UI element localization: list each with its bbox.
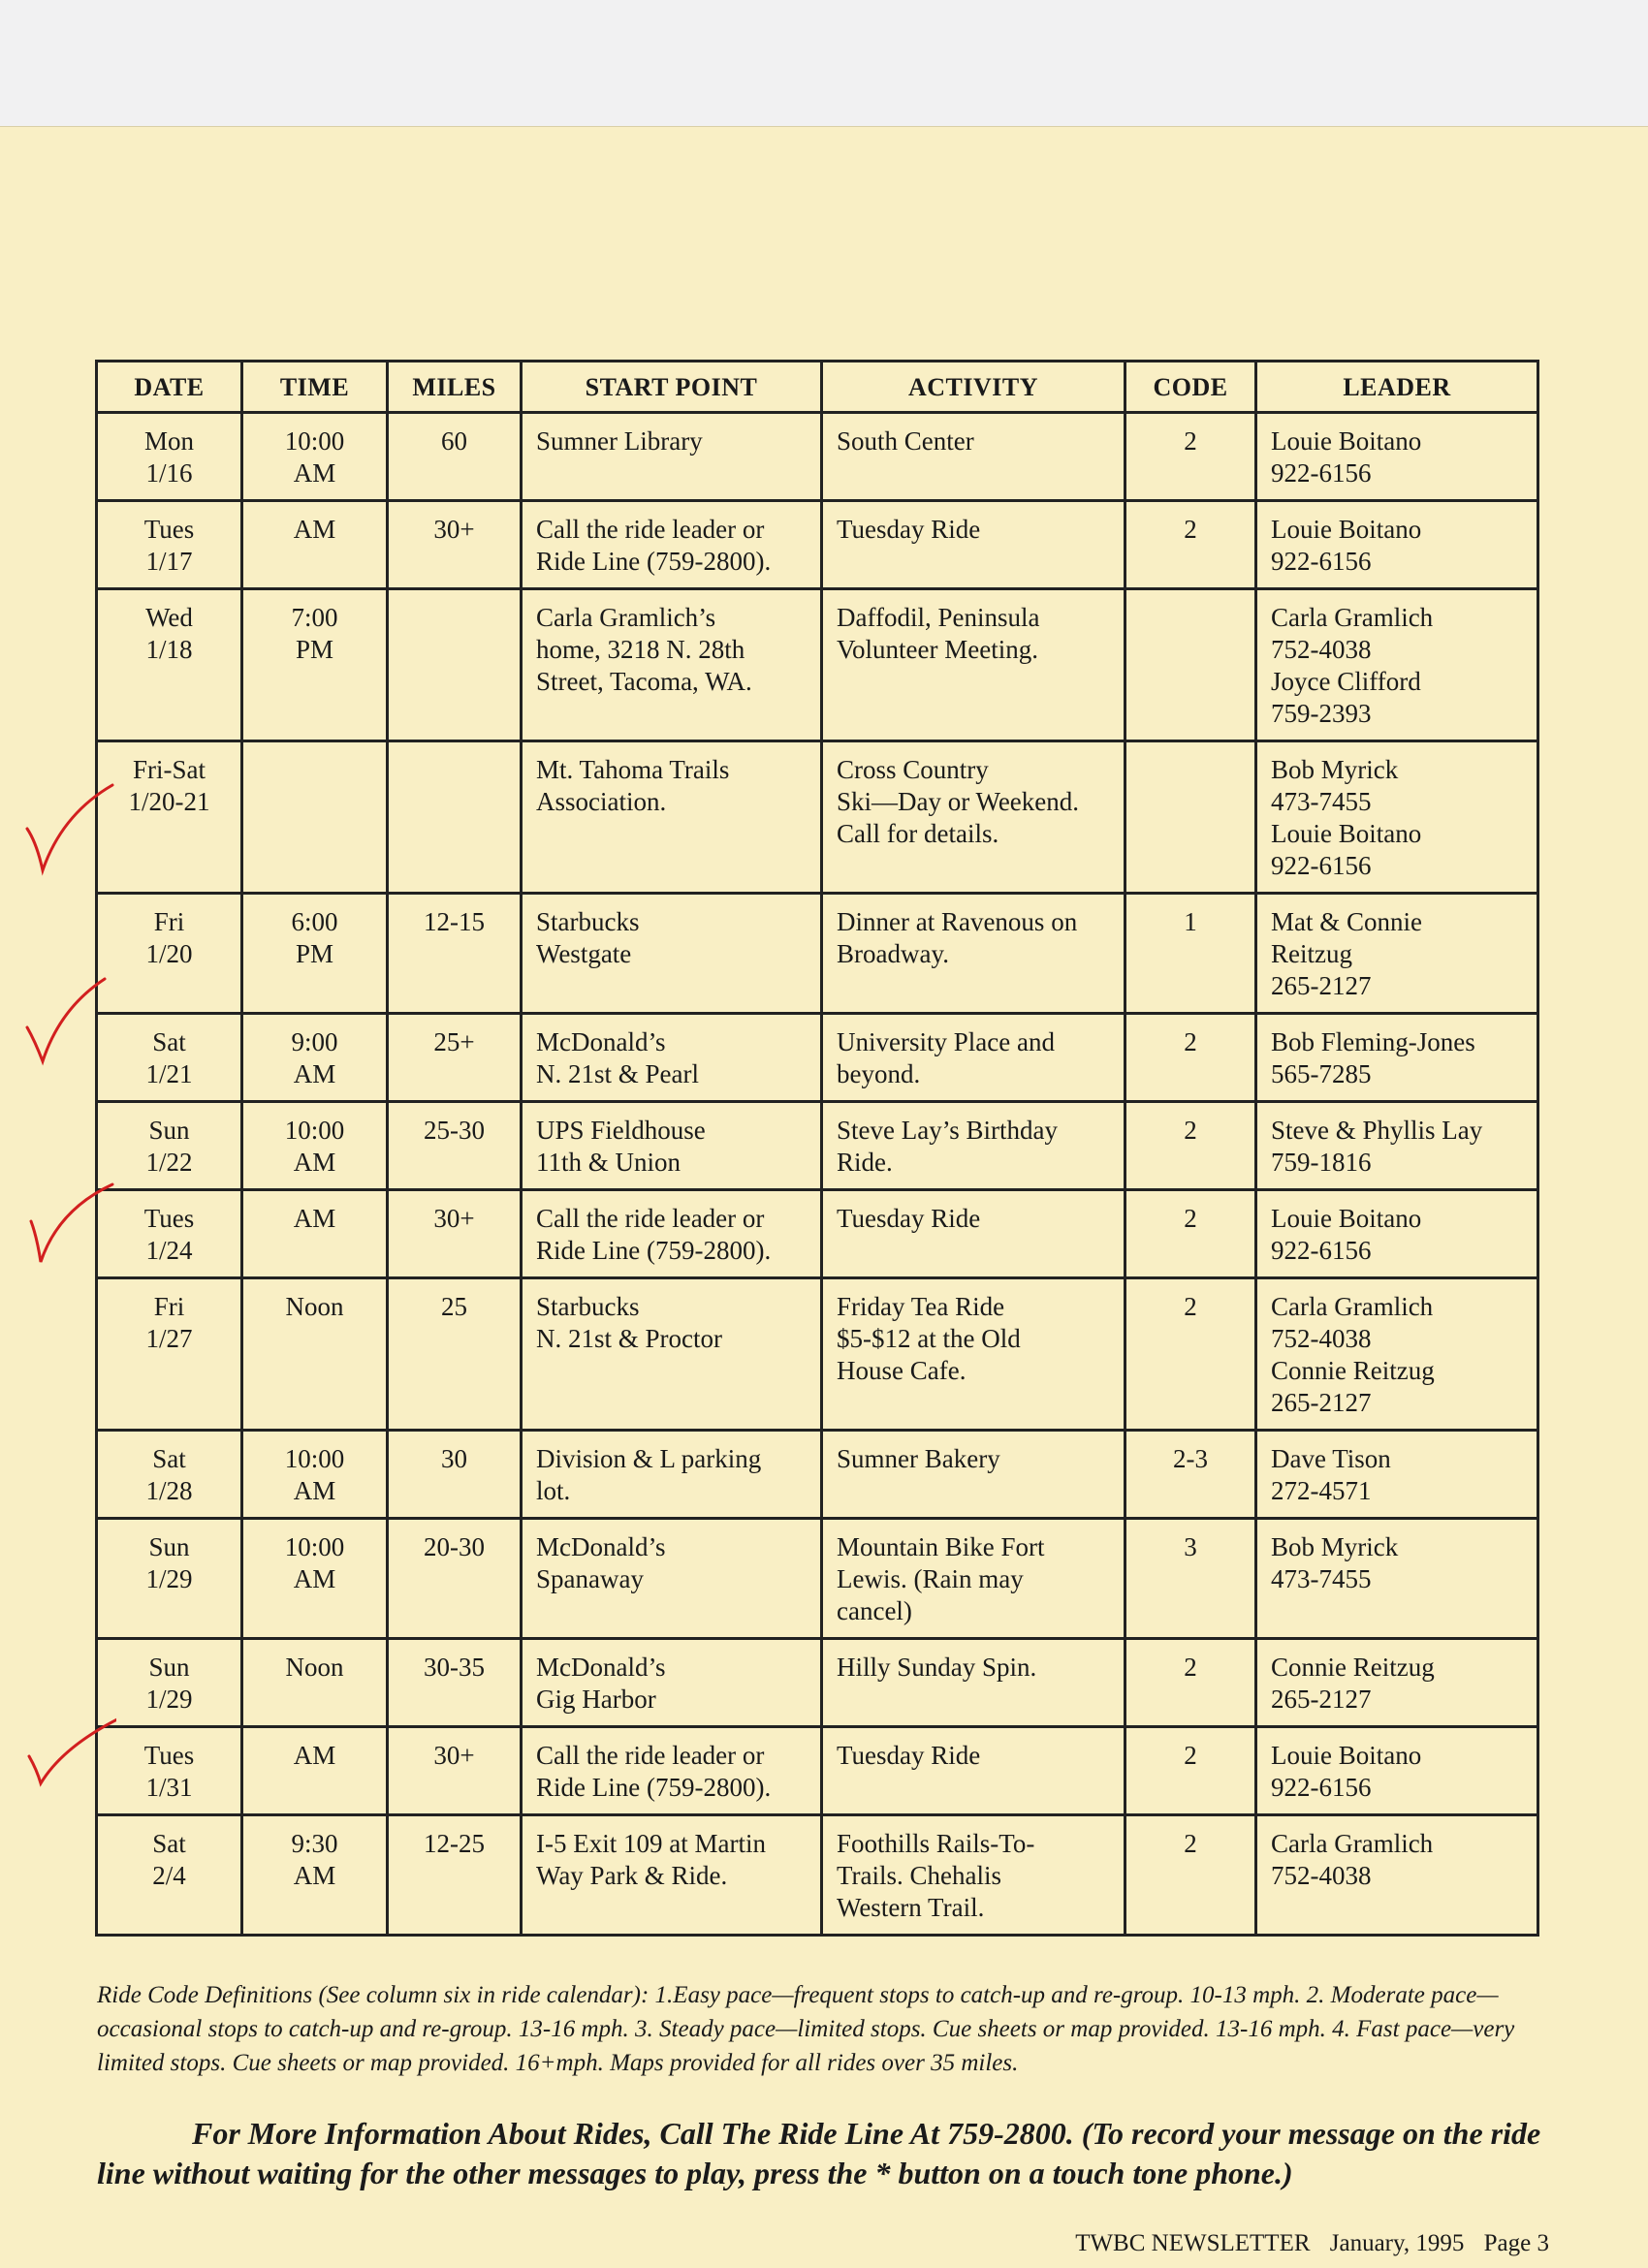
cell-leader [1256,741,1538,894]
cell-leader-line: 272-4571 [1271,1476,1372,1505]
cell-code [1125,1190,1256,1278]
cell-start-point [522,1639,822,1727]
cell-leader-line: Louie Boitano [1271,1204,1422,1233]
header-date: DATE [97,362,242,413]
cell-time-line: 10:00 [284,1444,345,1473]
cell-activity [822,1102,1125,1190]
cell-start-point-line: Carla Gramlich’s [536,603,716,632]
cell-leader-line: 759-2393 [1271,699,1372,728]
ride-calendar-table [95,360,1539,1937]
cell-activity-line: Ride. [837,1148,893,1177]
cell-start-point-line: Way Park & Ride. [536,1861,728,1890]
cell-code [1125,1102,1256,1190]
cell-date-line: 1/29 [145,1685,193,1714]
cell-time [242,589,388,741]
cell-activity [822,1014,1125,1102]
cell-activity-line: Mountain Bike Fort [837,1532,1045,1561]
cell-miles-line: 30+ [433,1741,475,1770]
cell-miles-line: 20-30 [424,1532,485,1561]
cell-start-point-line: Starbucks [536,907,640,936]
cell-activity-line: Tuesday Ride [837,515,981,544]
cell-code-line: 2 [1184,515,1197,544]
cell-start-point-line: Call the ride leader or [536,1204,765,1233]
cell-start-point [522,894,822,1014]
cell-leader [1256,1431,1538,1519]
cell-activity [822,501,1125,589]
cell-start-point-line: Mt. Tahoma Trails [536,755,730,784]
ride-line-callout-text: For More Information About Rides, Call The Ride Line At 759-2800. (To record your message on the ride line without waiting for the other messages to play, press the * button on a touch tone phone.) [97,2116,1541,2190]
ride-rows [97,413,1538,1936]
table-row [97,1727,1538,1815]
cell-start-point-line: McDonald’s [536,1027,666,1056]
footer-page-number: Page 3 [1483,2230,1549,2256]
cell-activity [822,1278,1125,1431]
cell-activity-line: Sumner Bakery [837,1444,1000,1473]
cell-activity [822,413,1125,501]
cell-date [97,1815,242,1936]
cell-code [1125,894,1256,1014]
cell-date-line: 1/24 [145,1236,193,1265]
checkmark-icon [19,1686,116,1793]
cell-activity [822,1639,1125,1727]
cell-time [242,1815,388,1936]
cell-start-point-line: Call the ride leader or [536,515,765,544]
cell-leader [1256,1278,1538,1431]
cell-code-line: 2 [1184,1653,1197,1682]
header-time: TIME [242,362,388,413]
cell-date [97,413,242,501]
cell-start-point-line: UPS Fieldhouse [536,1116,706,1145]
cell-time-line: AM [293,458,336,488]
cell-activity [822,1815,1125,1936]
cell-time-line: PM [295,939,334,968]
cell-date-line: Tues [143,1741,195,1770]
cell-activity [822,589,1125,741]
cell-leader-line: Bob Myrick [1271,1532,1399,1561]
cell-leader-line: Steve & Phyllis Lay [1271,1116,1483,1145]
cell-date-line: 1/31 [145,1773,193,1802]
cell-leader-line: 265-2127 [1271,1388,1372,1417]
cell-leader-line: 265-2127 [1271,1685,1372,1714]
cell-time [242,1190,388,1278]
cell-leader [1256,1014,1538,1102]
cell-code [1125,1519,1256,1639]
cell-time-line: Noon [285,1292,344,1321]
cell-leader-line: Louie Boitano [1271,515,1422,544]
cell-miles-line: 30-35 [424,1653,485,1682]
table-row [97,1190,1538,1278]
cell-time-line: AM [293,1204,336,1233]
cell-date-line: Fri [153,1292,185,1321]
cell-start-point-line: Association. [536,787,667,816]
cell-activity [822,1727,1125,1815]
cell-date [97,741,242,894]
cell-start-point [522,1519,822,1639]
cell-activity-line: Cross Country [837,755,989,784]
cell-date-line: 1/27 [145,1324,193,1353]
cell-time-line: 10:00 [284,1532,345,1561]
cell-activity-line: University Place and [837,1027,1055,1056]
cell-leader-line: Connie Reitzug [1271,1356,1435,1385]
cell-start-point-line: N. 21st & Proctor [536,1324,722,1353]
cell-miles [388,894,522,1014]
cell-leader-line: 752-4038 [1271,635,1372,664]
cell-start-point-line: home, 3218 N. 28th [536,635,745,664]
cell-date-line: Mon [143,426,194,456]
cell-miles [388,413,522,501]
cell-leader [1256,1639,1538,1727]
cell-date-line: Tues [143,1204,195,1233]
cell-leader [1256,413,1538,501]
table-row [97,413,1538,501]
cell-date-line: Sat [152,1829,186,1858]
cell-start-point-line: 11th & Union [536,1148,681,1177]
cell-code [1125,589,1256,741]
cell-time [242,1278,388,1431]
cell-miles-line: 30+ [433,515,475,544]
header-start-point: START POINT [522,362,822,413]
cell-time-line: AM [293,515,336,544]
cell-start-point-line: Street, Tacoma, WA. [536,667,752,696]
cell-leader [1256,589,1538,741]
cell-activity [822,741,1125,894]
cell-date-line: Sat [152,1027,186,1056]
cell-activity-line: beyond. [837,1059,921,1088]
cell-leader-line: 473-7455 [1271,787,1372,816]
cell-leader-line: 922-6156 [1271,458,1372,488]
cell-activity [822,1519,1125,1639]
cell-start-point [522,501,822,589]
cell-activity-line: South Center [837,426,974,456]
cell-date-line: 1/17 [145,547,193,576]
cell-code-line: 2 [1184,426,1197,456]
cell-leader-line: 473-7455 [1271,1564,1372,1593]
cell-miles-line: 30 [441,1444,467,1473]
cell-code-line: 3 [1184,1532,1197,1561]
cell-leader-line: 759-1816 [1271,1148,1372,1177]
cell-date [97,501,242,589]
header-leader: LEADER [1256,362,1538,413]
cell-miles-line: 25 [441,1292,467,1321]
cell-date-line: 1/28 [145,1476,193,1505]
cell-date-line: 1/29 [145,1564,193,1593]
table-row [97,501,1538,589]
cell-leader-line: Mat & Connie [1271,907,1422,936]
cell-code-line: 2 [1184,1741,1197,1770]
cell-leader [1256,501,1538,589]
cell-miles [388,1102,522,1190]
cell-miles-line: 12-25 [424,1829,485,1858]
cell-code-line: 2 [1184,1829,1197,1858]
cell-date-line: Sat [152,1444,186,1473]
table-row [97,1519,1538,1639]
cell-activity-line: Foothills Rails-To- [837,1829,1035,1858]
table-row [97,1278,1538,1431]
cell-leader-line: Dave Tison [1271,1444,1391,1473]
checkmark-icon [19,1173,116,1279]
table-row [97,1102,1538,1190]
cell-miles [388,1519,522,1639]
cell-time-line: 6:00 [291,907,338,936]
cell-leader-line: 752-4038 [1271,1324,1372,1353]
cell-time-line: 7:00 [291,603,338,632]
checkmark-icon [19,969,116,1076]
cell-date [97,1102,242,1190]
cell-time-line: Noon [285,1653,344,1682]
newsletter-page [0,126,1648,2268]
cell-leader [1256,1102,1538,1190]
cell-start-point [522,1278,822,1431]
cell-leader [1256,1190,1538,1278]
cell-date-line: 1/16 [145,458,193,488]
cell-start-point-line: Ride Line (759-2800). [536,1773,772,1802]
table-row [97,1639,1538,1727]
cell-activity-line: Hilly Sunday Spin. [837,1653,1037,1682]
cell-time-line: PM [295,635,334,664]
cell-date [97,1639,242,1727]
cell-time-line: AM [293,1476,336,1505]
cell-activity-line: Western Trail. [837,1893,985,1922]
cell-start-point-line: Gig Harbor [536,1685,656,1714]
cell-miles [388,1014,522,1102]
cell-date-line: Tues [143,515,195,544]
cell-code [1125,1639,1256,1727]
cell-start-point [522,1431,822,1519]
cell-time-line: 10:00 [284,1116,345,1145]
cell-code-line: 2 [1184,1027,1197,1056]
cell-start-point-line: McDonald’s [536,1532,666,1561]
cell-miles-line: 12-15 [424,907,485,936]
cell-start-point [522,1102,822,1190]
cell-start-point-line: Westgate [536,939,632,968]
cell-start-point-line: I-5 Exit 109 at Martin [536,1829,766,1858]
cell-leader-line: Louie Boitano [1271,426,1422,456]
cell-leader-line: Louie Boitano [1271,1741,1422,1770]
cell-leader-line: Connie Reitzug [1271,1653,1435,1682]
cell-time-line: 9:00 [291,1027,338,1056]
cell-activity-line: Steve Lay’s Birthday [837,1116,1058,1145]
cell-time [242,1102,388,1190]
header-activity: ACTIVITY [822,362,1125,413]
cell-leader-line: 922-6156 [1271,1773,1372,1802]
cell-miles [388,501,522,589]
ride-line-callout [97,2114,1570,2193]
cell-activity-line: Call for details. [837,819,999,848]
table-header-row [97,362,1538,413]
cell-start-point-line: N. 21st & Pearl [536,1059,699,1088]
cell-code [1125,501,1256,589]
cell-leader-line: Joyce Clifford [1271,667,1421,696]
cell-activity-line: $5-$12 at the Old [837,1324,1021,1353]
cell-code [1125,741,1256,894]
footer-publication: TWBC NEWSLETTER [1075,2230,1311,2256]
ride-code-definitions: Ride Code Definitions (See column six in ride calendar): 1.Easy pace—frequent stops to catch-up and re-group. 10-13 mph. 2. Moderate pace—occasional stops to catch-up and re-group. 13-16 mph. 3. Steady pace—limited stops. Cue sheets or map provided. 13-16 mph. 4. Fast pace—very limited stops. Cue sheets or map provided. 16+mph. Maps provided for all rides over 35 miles. [97,1982,1515,2076]
cell-code [1125,413,1256,501]
cell-time [242,1727,388,1815]
cell-start-point-line: Sumner Library [536,426,703,456]
table-row [97,741,1538,894]
cell-start-point [522,1014,822,1102]
cell-leader-line: Bob Fleming-Jones [1271,1027,1475,1056]
table-row [97,1815,1538,1936]
cell-time-line: AM [293,1741,336,1770]
cell-date-line: 1/22 [145,1148,193,1177]
cell-start-point-line: Ride Line (759-2800). [536,1236,772,1265]
cell-date [97,1014,242,1102]
cell-start-point [522,1727,822,1815]
cell-start-point [522,589,822,741]
cell-time [242,1519,388,1639]
cell-activity-line: Ski—Day or Weekend. [837,787,1080,816]
cell-activity-line: Tuesday Ride [837,1204,981,1233]
cell-date [97,1431,242,1519]
cell-date-line: 1/20 [145,939,193,968]
cell-activity-line: Dinner at Ravenous on [837,907,1078,936]
cell-time [242,501,388,589]
cell-start-point-line: Call the ride leader or [536,1741,765,1770]
cell-start-point-line: Ride Line (759-2800). [536,547,772,576]
cell-leader-line: 265-2127 [1271,971,1372,1000]
cell-leader-line: Carla Gramlich [1271,603,1434,632]
table-row [97,1014,1538,1102]
cell-date-line: Fri-Sat [132,755,206,784]
cell-start-point [522,741,822,894]
cell-activity-line: Volunteer Meeting. [837,635,1038,664]
cell-leader-line: Carla Gramlich [1271,1292,1434,1321]
cell-code-line: 2-3 [1173,1444,1208,1473]
cell-start-point-line: lot. [536,1476,571,1505]
cell-time [242,413,388,501]
cell-leader [1256,1519,1538,1639]
cell-miles-line: 25-30 [424,1116,485,1145]
cell-date [97,1727,242,1815]
cell-activity-line: Trails. Chehalis [837,1861,1002,1890]
cell-date [97,1278,242,1431]
page-footer [1062,2230,1549,2257]
cell-activity [822,1190,1125,1278]
cell-time-line: 10:00 [284,426,345,456]
cell-leader-line: 565-7285 [1271,1059,1372,1088]
cell-time-line: AM [293,1861,336,1890]
cell-activity-line: Lewis. (Rain may [837,1564,1024,1593]
cell-leader-line: Carla Gramlich [1271,1829,1434,1858]
cell-date [97,589,242,741]
table-row [97,894,1538,1014]
cell-code [1125,1815,1256,1936]
cell-time [242,741,388,894]
cell-miles [388,1815,522,1936]
footer-date: January, 1995 [1329,2230,1465,2256]
cell-time [242,1014,388,1102]
header-code: CODE [1125,362,1256,413]
cell-leader-line: Bob Myrick [1271,755,1399,784]
cell-code-line: 2 [1184,1292,1197,1321]
cell-time-line: AM [293,1148,336,1177]
cell-start-point-line: Spanaway [536,1564,644,1593]
cell-start-point [522,1815,822,1936]
cell-activity-line: Tuesday Ride [837,1741,981,1770]
cell-leader [1256,1815,1538,1936]
cell-activity [822,894,1125,1014]
cell-activity-line: Daffodil, Peninsula [837,603,1040,632]
cell-code-line: 1 [1184,907,1197,936]
cell-start-point-line: Division & L parking [536,1444,762,1473]
cell-activity-line: Friday Tea Ride [837,1292,1005,1321]
cell-code-line: 2 [1184,1116,1197,1145]
cell-start-point [522,1190,822,1278]
cell-leader-line: 752-4038 [1271,1861,1372,1890]
cell-leader-line: 922-6156 [1271,851,1372,880]
cell-activity-line: cancel) [837,1596,912,1625]
cell-date [97,1190,242,1278]
cell-date-line: 2/4 [152,1861,186,1890]
cell-date [97,1519,242,1639]
table-row [97,589,1538,741]
cell-leader-line: Reitzug [1271,939,1352,968]
cell-date-line: Wed [145,603,193,632]
cell-date-line: 1/18 [145,635,193,664]
cell-miles [388,1278,522,1431]
cell-start-point [522,413,822,501]
cell-date-line: Sun [148,1653,190,1682]
cell-miles-line: 25+ [433,1027,475,1056]
cell-leader-line: 922-6156 [1271,1236,1372,1265]
cell-leader [1256,1727,1538,1815]
cell-time [242,1431,388,1519]
cell-time-line: 9:30 [291,1829,338,1858]
cell-miles [388,1190,522,1278]
cell-date-line: 1/20-21 [128,787,210,816]
cell-leader-line: 922-6156 [1271,547,1372,576]
cell-activity [822,1431,1125,1519]
cell-code [1125,1727,1256,1815]
cell-leader-line: Louie Boitano [1271,819,1422,848]
cell-date-line: 1/21 [145,1059,193,1088]
table-row [97,1431,1538,1519]
cell-time-line: AM [293,1564,336,1593]
cell-miles [388,589,522,741]
header-miles: MILES [388,362,522,413]
cell-date-line: Fri [153,907,185,936]
cell-date [97,894,242,1014]
cell-code [1125,1431,1256,1519]
checkmark-icon [19,775,116,882]
cell-time-line: AM [293,1059,336,1088]
cell-activity-line: Broadway. [837,939,949,968]
cell-activity-line: House Cafe. [837,1356,967,1385]
cell-start-point-line: McDonald’s [536,1653,666,1682]
cell-time [242,1639,388,1727]
cell-miles [388,1639,522,1727]
cell-code-line: 2 [1184,1204,1197,1233]
cell-miles [388,1727,522,1815]
cell-start-point-line: Starbucks [536,1292,640,1321]
cell-time [242,894,388,1014]
cell-code [1125,1014,1256,1102]
cell-code [1125,1278,1256,1431]
cell-miles-line: 60 [441,426,467,456]
cell-miles-line: 30+ [433,1204,475,1233]
cell-leader [1256,894,1538,1014]
cell-miles [388,1431,522,1519]
cell-date-line: Sun [148,1532,190,1561]
cell-date-line: Sun [148,1116,190,1145]
cell-miles [388,741,522,894]
